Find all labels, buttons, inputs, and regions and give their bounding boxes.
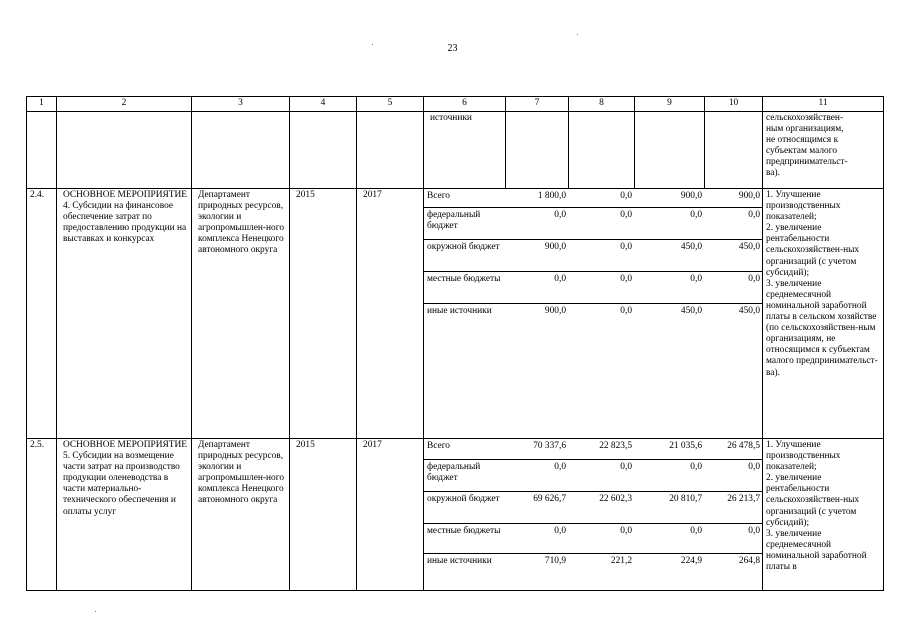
page-number: 23 — [447, 43, 458, 54]
executor: Департамент природных ресурсов, экологии и агропромышлен-ного комплекса Ненецкого автономного округа — [192, 439, 290, 591]
col-header-11: 11 — [763, 97, 884, 112]
row-number: 2.4. — [27, 189, 57, 439]
source-label: окружной бюджет — [424, 239, 506, 271]
col-header-1: 1 — [27, 97, 57, 112]
continuation-source: источники — [424, 112, 506, 189]
expected-results: 1. Улучшение производственных показателей; 2. увеличение рентабельности сельскохозяйствен-ных организаций (с учетом субсидий); 3. увеличение среднемесячной номинальной заработной платы в сельском хозяйстве (по сельскохозяйствен-ным организациям, не относящимся к субъектам малого предпринимательст-ва). — [763, 189, 884, 439]
table-row — [27, 189, 884, 439]
funding-block — [424, 189, 763, 439]
column-header-row — [27, 97, 884, 112]
col-header-2: 2 — [57, 97, 192, 112]
col-header-8: 8 — [569, 97, 635, 112]
source-label: Всего — [424, 439, 506, 459]
measure-name: ОСНОВНОЕ МЕРОПРИЯТИЕ 4. Субсидии на финансовое обеспечение затрат по предоставлению продукции на выставках и конкурсах — [57, 189, 192, 439]
executor: Департамент природных ресурсов, экологии и агропромышлен-ного комплекса Ненецкого автономного округа — [192, 189, 290, 439]
col-header-3: 3 — [192, 97, 290, 112]
start-year: 2015 — [290, 439, 357, 591]
funding-table: Всего 70 337,6 22 823,5 21 035,6 26 478,5 федеральный бюджет 0,0 0,0 0,0 0,0 окружной бюджет 69 626,7 22 602,3 20 810,7 26 213,7 местные бюджеты 0,0 0,0 0,0 0,0 иные источники 710,9 221,2 224,9 264,8 — [424, 439, 763, 581]
start-year: 2015 — [290, 189, 357, 439]
expected-results: 1. Улучшение производственных показателей; 2. увеличение рентабельности сельскохозяйствен-ных организаций (с учетом субсидий); 3. увеличение среднемесячной номинальной заработной платы в — [763, 439, 884, 591]
end-year: 2017 — [357, 439, 424, 591]
source-label: местные бюджеты — [424, 523, 506, 553]
source-label: федеральный бюджет — [424, 459, 506, 491]
source-label: иные источники — [427, 555, 492, 566]
source-label: иные источники — [427, 305, 492, 316]
funding-block — [424, 439, 763, 591]
continuation-row — [27, 112, 884, 189]
col-header-4: 4 — [290, 97, 357, 112]
source-label: Всего — [424, 189, 506, 207]
source-label: федеральный бюджет — [424, 207, 506, 239]
col-header-9: 9 — [635, 97, 705, 112]
continuation-result: сельскохозяйствен- ным организациям, не относящимся к субъектам малого предпринимательст- ва). — [763, 112, 884, 189]
source-label: окружной бюджет — [424, 491, 506, 523]
scan-speck — [577, 34, 578, 35]
program-table — [26, 96, 884, 591]
col-header-10: 10 — [705, 97, 763, 112]
table-row — [27, 439, 884, 591]
scan-speck — [95, 611, 96, 612]
funding-table: Всего 1 800,0 0,0 900,0 900,0 федеральный бюджет 0,0 0,0 0,0 0,0 окружной бюджет 900,0 0,0 450,0 450,0 местные бюджеты 0,0 0,0 0,0 0,0 иные источники 900,0 0,0 450,0 450,0 — [424, 189, 763, 435]
row-number: 2.5. — [27, 439, 57, 591]
scan-speck — [372, 44, 373, 45]
col-header-5: 5 — [357, 97, 424, 112]
source-label: местные бюджеты — [424, 271, 506, 303]
end-year: 2017 — [357, 189, 424, 439]
col-header-7: 7 — [506, 97, 569, 112]
measure-name: ОСНОВНОЕ МЕРОПРИЯТИЕ 5. Субсидии на возмещение части затрат на производство продукции оленеводства в части материально-технического обеспечения и оплаты услуг — [57, 439, 192, 591]
col-header-6: 6 — [424, 97, 506, 112]
